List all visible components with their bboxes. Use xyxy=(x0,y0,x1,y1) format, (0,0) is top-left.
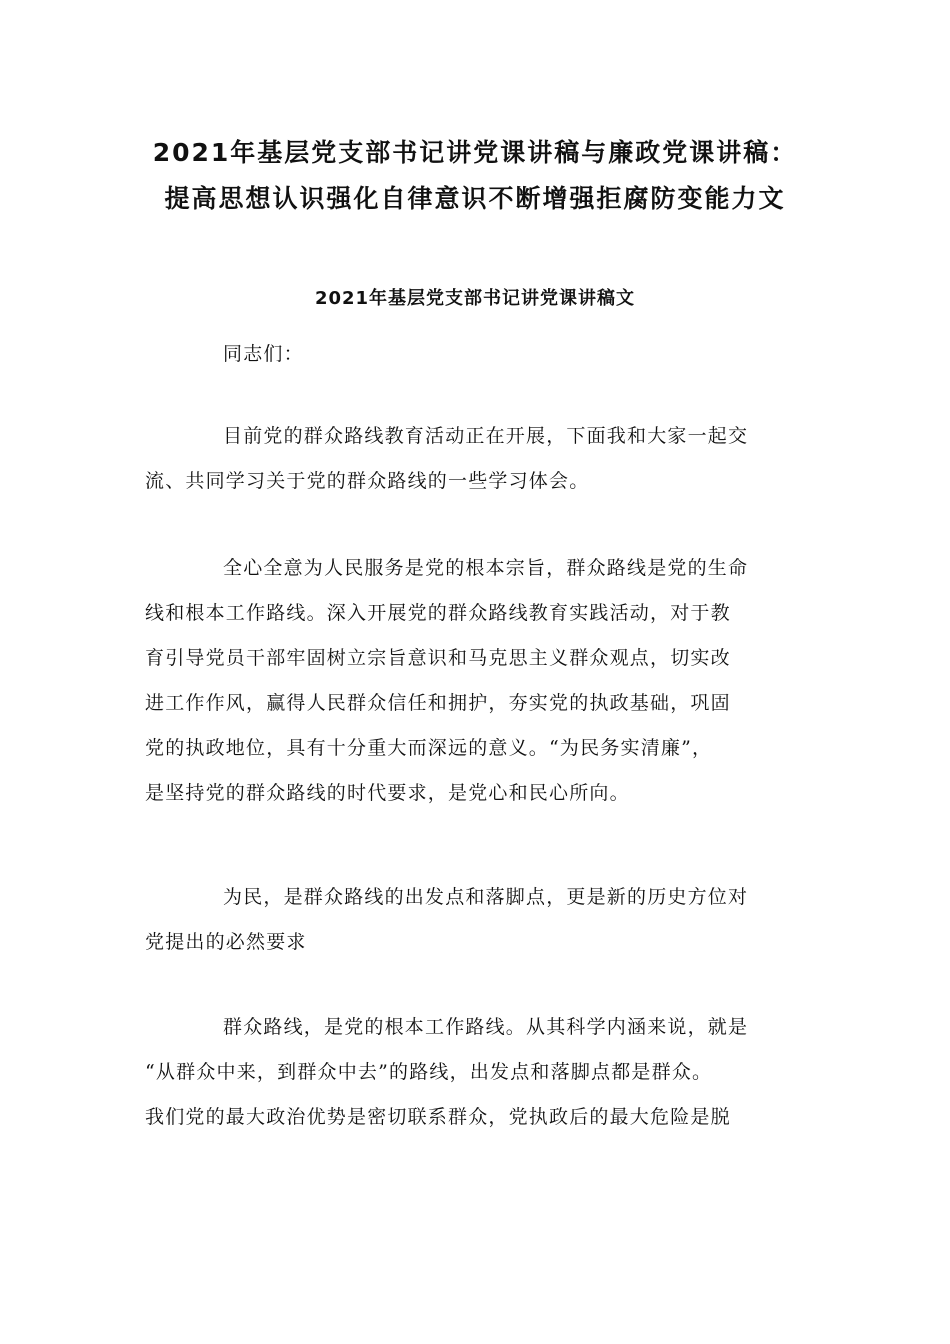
paragraph-line: 我们党的最大政治优势是密切联系群众，党执政后的最大危险是脱 xyxy=(145,1106,731,1128)
paragraph-line: 为民，是群众路线的出发点和落脚点，更是新的历史方位对 xyxy=(223,886,749,908)
paragraph-line: 育引导党员干部牢固树立宗旨意识和马克思主义群众观点，切实改 xyxy=(145,647,731,669)
paragraph-line: 进工作作风，赢得人民群众信任和拥护，夯实党的执政基础，巩固 xyxy=(145,692,731,714)
paragraph-3 xyxy=(145,875,805,965)
paragraph-line: 流、共同学习关于党的群众路线的一些学习体会。 xyxy=(145,470,590,492)
paragraph-2 xyxy=(145,546,805,816)
greeting-text: 同志们： xyxy=(223,343,304,365)
title-line-1: 2021年基层党支部书记讲党课讲稿与廉政党课讲稿： xyxy=(152,138,798,167)
paragraph-4 xyxy=(145,1005,805,1140)
paragraph-line: 线和根本工作路线。深入开展党的群众路线教育实践活动，对于教 xyxy=(145,602,731,624)
section-heading: 2021年基层党支部书记讲党课讲稿文 xyxy=(314,288,636,309)
paragraph-line: 群众路线，是党的根本工作路线。从其科学内涵来说，就是 xyxy=(223,1016,749,1038)
paragraph-1 xyxy=(145,414,805,504)
greeting xyxy=(145,332,805,377)
paragraph-line: 全心全意为人民服务是党的根本宗旨，群众路线是党的生命 xyxy=(223,557,749,579)
paragraph-line: 目前党的群众路线教育活动正在开展，下面我和大家一起交 xyxy=(223,425,749,447)
paragraph-line: 党的执政地位，具有十分重大而深远的意义。“为民务实清廉”， xyxy=(145,737,713,759)
paragraph-line: “从群众中来，到群众中去”的路线，出发点和落脚点都是群众。 xyxy=(145,1061,713,1083)
paragraph-line: 是坚持党的群众路线的时代要求，是党心和民心所向。 xyxy=(145,782,630,804)
title-line-2: 提高思想认识强化自律意识不断增强拒腐防变能力文 xyxy=(164,184,786,213)
paragraph-line: 党提出的必然要求 xyxy=(145,931,307,953)
document-title xyxy=(100,130,850,222)
